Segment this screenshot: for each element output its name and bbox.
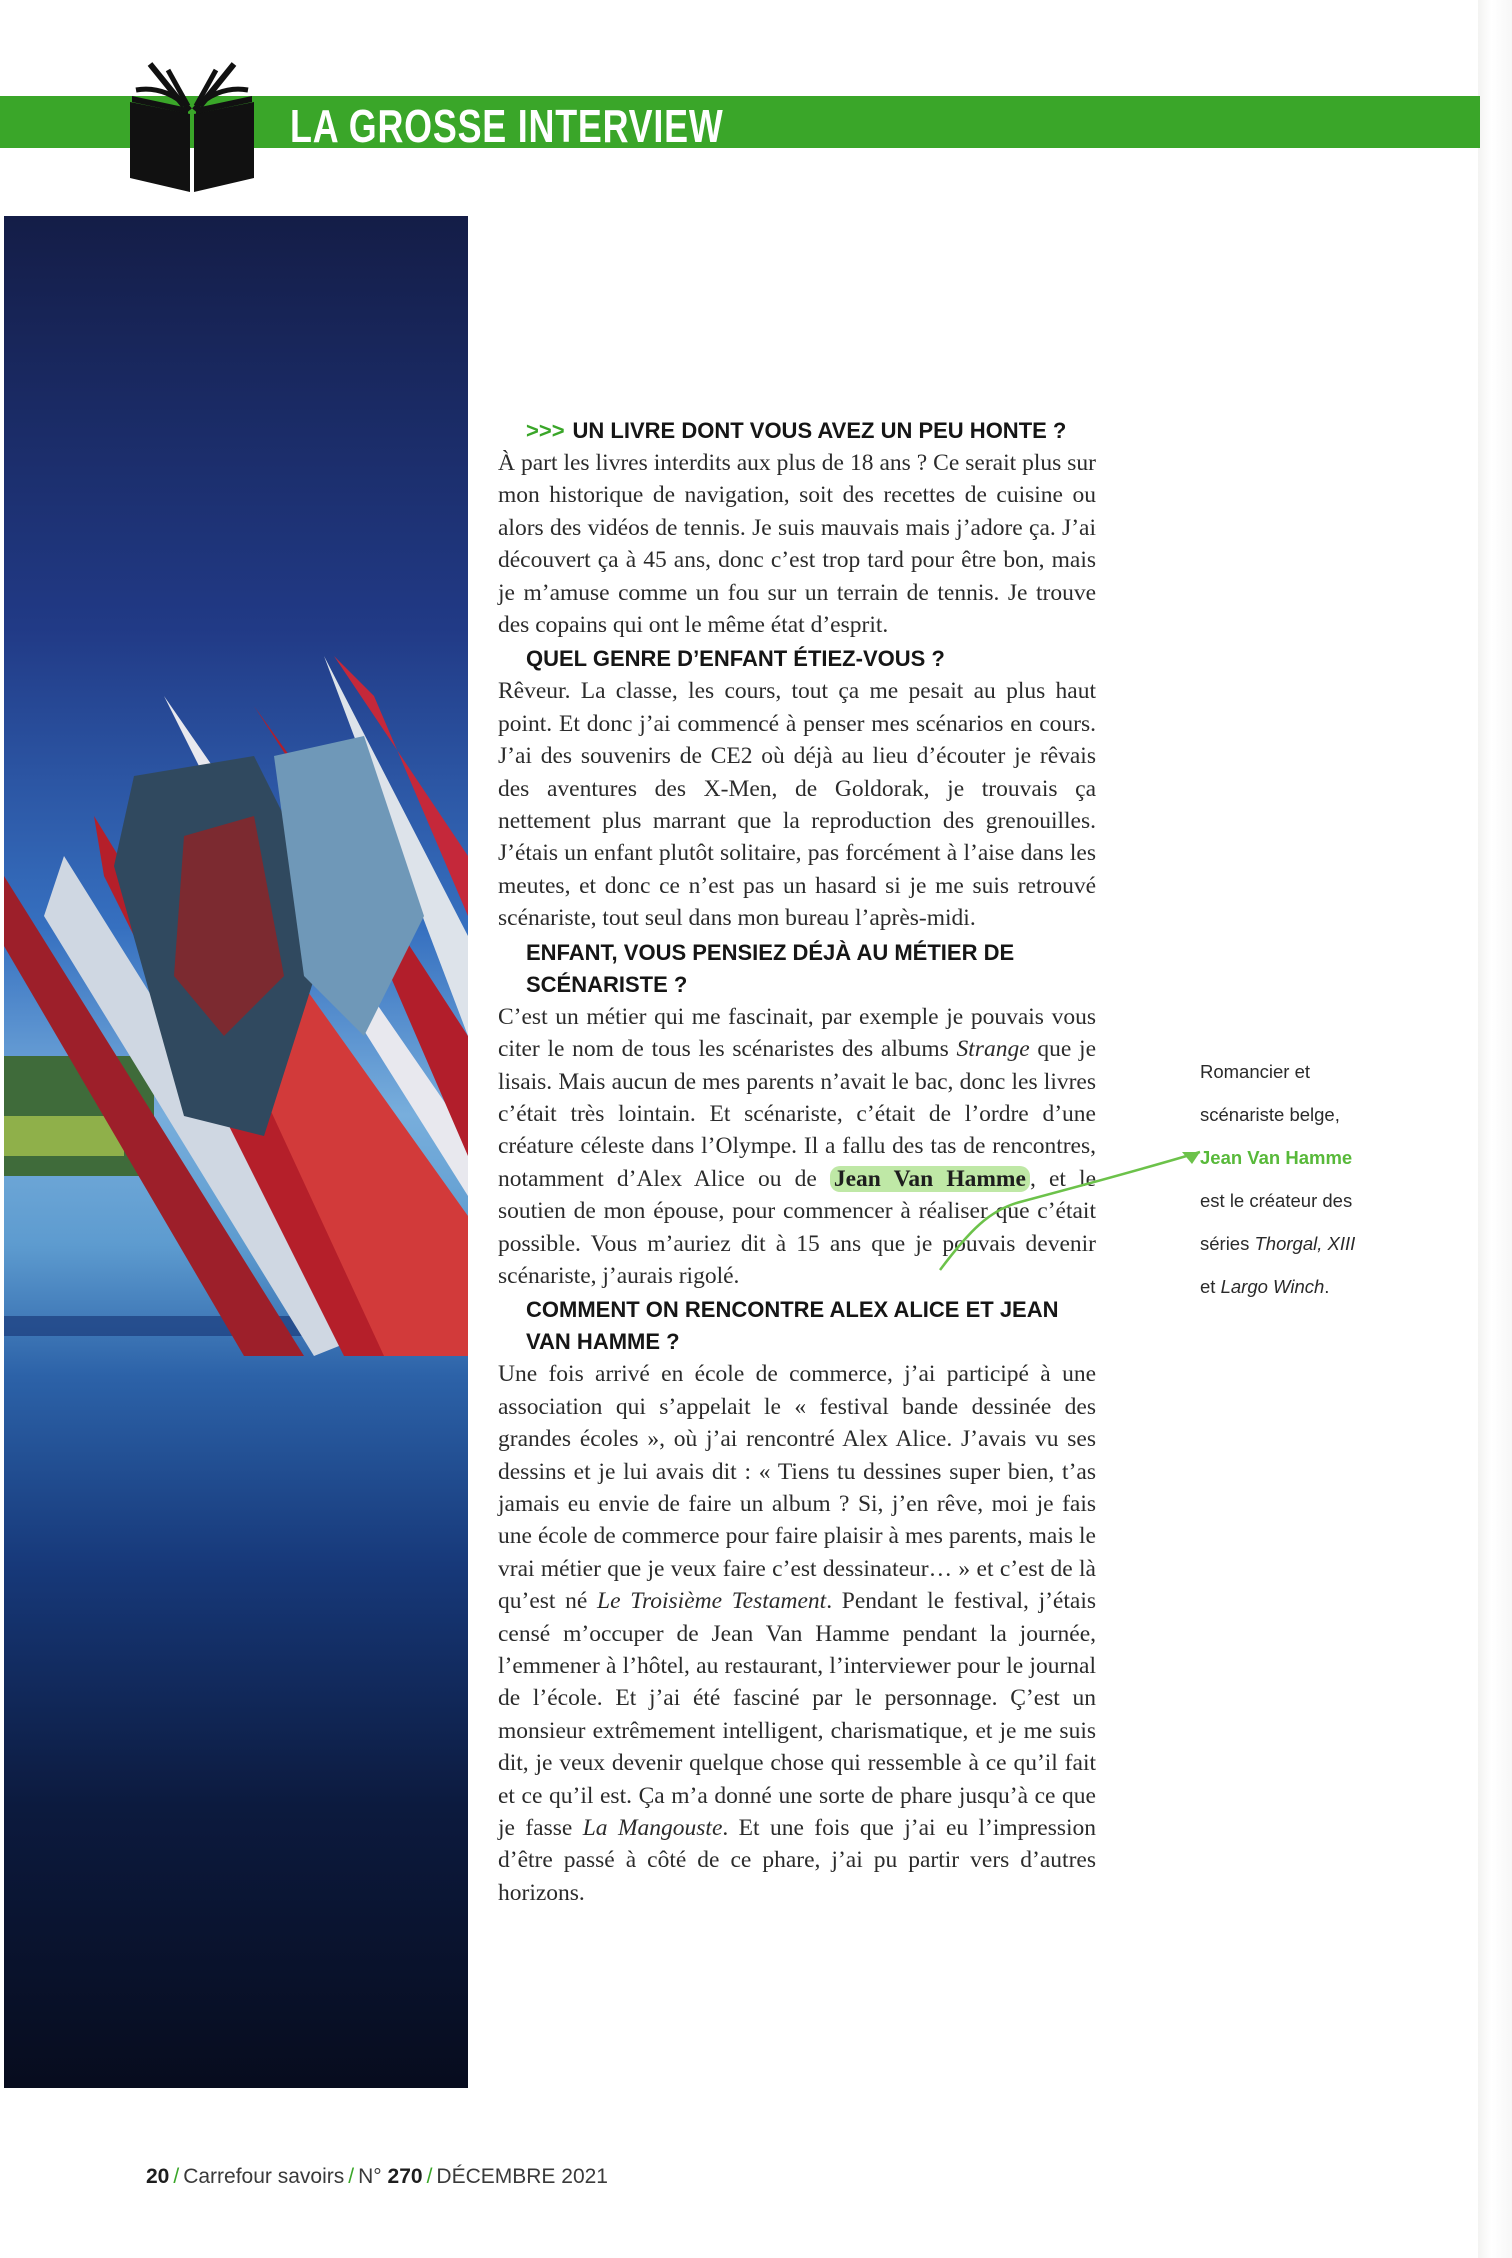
- answer-4-text-b: . Pendant le festival, j’étais censé m’occuper de Jean Van Hamme pendant la journée, l’emmener à l’hôtel, au restaurant, l’interviewer pour le journal de l’école. Et j’ai été fasciné par le personnage. Ç’est un monsieur extrêmement intelligent, charismatique, et je me suis dit, je veux devenir quelque chose qui ressemble à ce qu’il fait et ce qu’il est. Ça m’a donné une sorte de phare jusqu’à ce que je fasse: [498, 1588, 1096, 1842]
- caption-line-4: est le créateur des: [1200, 1190, 1353, 1211]
- section-title: LA GROSSE INTERVIEW: [290, 100, 724, 152]
- question-2: QUEL GENRE D’ENFANT ÉTIEZ-VOUS ?: [526, 646, 945, 672]
- album-title-strange: Strange: [956, 1036, 1030, 1063]
- question-arrows: >>>: [526, 418, 565, 443]
- question-3: ENFANT, VOUS PENSIEZ DÉJÀ AU MÉTIER DE SCÉNARISTE ?: [526, 939, 1015, 997]
- issue-label: N°: [358, 2165, 382, 2188]
- answer-3-text-b: que je lisais. Mais aucun de mes parents n’avait le bac, donc les livres c’était très lointain. Et scénariste, c’était de l’ordre d’une créature céleste dans l’Olympe. Il a fallu des tas de rencontres, notamment d’Alex Alice ou de: [498, 1036, 1096, 1192]
- caption-line-6-suffix: .: [1324, 1276, 1330, 1297]
- answer-3-text-c: , et le soutien de mon épouse, pour commencer à réaliser que c’était possible. Vous m’auriez dit à 15 ans que je pouvais devenir scénariste, j’aurais rigolé.: [498, 1165, 1096, 1289]
- footer-separator: /: [173, 2165, 180, 2188]
- issue-number: 270: [387, 2165, 423, 2188]
- issue-date: DÉCEMBRE 2021: [436, 2165, 608, 2188]
- answer-4-text-a: Une fois arrivé en école de commerce, j’ai participé à une association qui s’appelait le « festival bande dessinée des grandes écoles », où j’ai rencontré Alex Alice. J’avais vu ses dessins et je lui avais dit : « Tiens tu dessines super bien, t’as jamais eu envie de faire un album ? Si, j’en rêve, moi je fais une école de commerce pour faire plaisir à mes parents, mais le vrai métier que je veux faire c’est dessinateur… » et c’est de là qu’est né: [498, 1361, 1096, 1615]
- cover-illustration: [4, 216, 468, 2088]
- album-title-troisieme-testament: Le Troisième Testament: [597, 1588, 827, 1615]
- sidebar-caption: [1200, 1050, 1420, 1308]
- caption-series-largo-winch: Largo Winch: [1220, 1276, 1325, 1297]
- page-number: 20: [146, 2165, 170, 2188]
- caption-line-2: scénariste belge,: [1200, 1104, 1340, 1125]
- caption-line-6: [1200, 1265, 1420, 1308]
- magazine-name: Carrefour savoirs: [183, 2165, 345, 2188]
- caption-line-5: [1200, 1222, 1420, 1265]
- annotation-arrow: [930, 1140, 1210, 1280]
- caption-line-6-prefix: et: [1200, 1276, 1221, 1297]
- page-edge-shadow: [1478, 0, 1512, 2258]
- page-footer: [146, 2165, 608, 2189]
- footer-separator: /: [426, 2165, 433, 2188]
- open-book-icon: [128, 60, 256, 192]
- answer-4-text-c: . Et une fois que j’ai eu l’impression d’être passé à côté de ce phare, j’ai pu partir vers d’autres horizons.: [498, 1815, 1097, 1906]
- answer-2: Rêveur. La classe, les cours, tout ça me pesait au plus haut point. Et donc j’ai commencé à penser mes scénarios en cours. J’ai des souvenirs de CE2 où déjà au lieu d’écouter je rêvais des aventures des X-Men, de Goldorak, je trouvais ça nettement plus marrant que la reproduction des grenouilles. J’étais un enfant plutôt solitaire, pas forcément à l’aise dans les meutes, et donc ce n’est pas un hasard si je me suis retrouvé scénariste, tout seul dans mon bureau l’après-midi.: [498, 678, 1096, 932]
- caption-highlight-name: Jean Van Hamme: [1200, 1147, 1353, 1168]
- answer-3-text-a: C’est un métier qui me fascinait, par exemple je pouvais vous citer le nom de tous les scénaristes des albums: [498, 1003, 1096, 1063]
- caption-line-1: Romancier et: [1200, 1061, 1311, 1082]
- highlighted-name: Jean Van Hamme: [830, 1166, 1030, 1192]
- album-title-la-mangouste: La Mangouste: [582, 1815, 723, 1842]
- answer-4: [498, 1358, 1096, 1909]
- question-1: [498, 415, 1096, 447]
- answer-1: À part les livres interdits aux plus de 18 ans ? Ce serait plus sur mon historique de navigation, soit des recettes de cuisine ou alors des vidéos de tennis. Je suis mauvais mais j’adore ça. J’ai découvert ça à 45 ans, donc c’est trop tard pour être bon, mais je m’amuse comme un fou sur un terrain de tennis. Je trouve des copains qui ont le même état d’esprit.: [498, 450, 1096, 639]
- caption-series-titles: Thorgal, XIII: [1254, 1233, 1356, 1254]
- footer-separator: /: [348, 2165, 355, 2188]
- caption-line-5-prefix: séries: [1200, 1233, 1255, 1254]
- question-4: COMMENT ON RENCONTRE ALEX ALICE ET JEAN VAN HAMME ?: [526, 1297, 1059, 1355]
- question-1-text: UN LIVRE DONT VOUS AVEZ UN PEU HONTE ?: [572, 418, 1067, 443]
